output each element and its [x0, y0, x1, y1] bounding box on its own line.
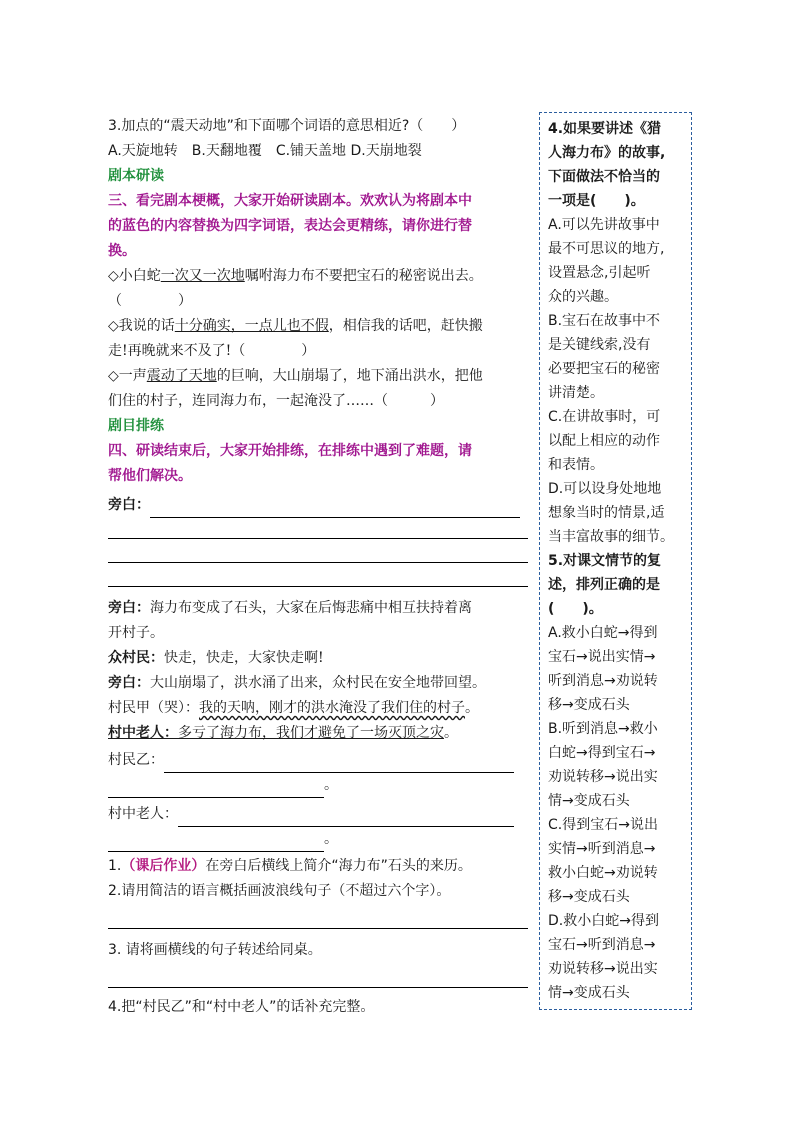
- left-column: [108, 114, 528, 1020]
- sentence-1-target: 一次又一次地: [160, 268, 245, 284]
- homework-3: 3. 请将画横线的句子转述给同桌。: [108, 942, 322, 958]
- right-line-23: 听到消息→劝说转: [548, 673, 658, 689]
- right-line-35: 劝说转移→说出实: [548, 961, 658, 977]
- narrator-line-1: [108, 493, 528, 518]
- elder-2-line-2: [108, 827, 528, 852]
- villagers-line: [108, 646, 528, 671]
- narrator-3-text: 大山崩塌了，洪水涌了出来，众村民在安全地带回望。: [150, 675, 486, 691]
- right-line-22: 宝石→说出实情→: [548, 649, 656, 665]
- right-line-14: 和表情。: [548, 457, 604, 473]
- task-3-line-1: 三、看完剧本梗概，大家开始研读剧本。欢欢认为将剧本中: [108, 193, 472, 209]
- right-line-4: A.可以先讲故事中: [548, 217, 660, 233]
- villagers-label: 众村民：: [108, 650, 164, 666]
- villager-a-line: [108, 696, 528, 721]
- right-line-19: 述，排列正确的是: [548, 577, 660, 593]
- homework-3-answer-row: [108, 963, 528, 993]
- right-line-34: 宝石→听到消息→: [548, 937, 656, 953]
- right-line-26: 白蛇→得到宝石→: [548, 745, 656, 761]
- villager-b-blank-2[interactable]: [108, 783, 324, 798]
- homework-1-text: 在旁白后横线上简介“海力布”石头的来历。: [205, 858, 472, 874]
- sentence-2-target: 十分确实，一点儿也不假: [174, 318, 329, 334]
- right-line-36: 情→变成石头: [548, 985, 630, 1001]
- narrator-line-3: [108, 671, 528, 696]
- elder-end: 。: [444, 725, 458, 741]
- sentence-2-suffix: ，相信我的话吧，赶快搬: [328, 318, 483, 334]
- narrator-blank-3[interactable]: [108, 562, 528, 563]
- elder-2-label: 村中老人：: [108, 806, 178, 822]
- elder-line: [108, 721, 528, 746]
- sentence-1-prefix: ◇小白蛇: [108, 268, 161, 284]
- right-line-10: 必要把宝石的秘密: [548, 361, 660, 377]
- right-line-31: 救小白蛇→劝说转: [548, 865, 658, 881]
- narrator-blank-2[interactable]: [108, 538, 528, 539]
- sentence-1-answer[interactable]: （ ）: [108, 293, 192, 309]
- narrator-blank-4-row: [108, 566, 528, 590]
- homework-2: 2.请用简洁的语言概括画波浪线句子（不超过六个字）。: [108, 883, 451, 899]
- sentence-3-suffix: 的巨响，大山崩塌了，地下涌出洪水，把他: [216, 368, 483, 384]
- task-4-line-1: 四、研读结束后，大家开始排练，在排练中遇到了难题，请: [108, 443, 472, 459]
- villager-b-blank[interactable]: [164, 758, 514, 773]
- narrator-line-2: [108, 596, 528, 621]
- elder-label: 村中老人：: [108, 725, 178, 741]
- elder-2-end: 。: [324, 831, 338, 847]
- sentence-2-prefix: ◇我说的话: [108, 318, 175, 334]
- narrator-blank-2-row: [108, 518, 528, 542]
- homework-4: 4.把“村民乙”和“村中老人”的话补充完整。: [108, 999, 375, 1015]
- right-line-21: A.救小白蛇→得到: [548, 625, 658, 641]
- task-3-line-2: 的蓝色的内容替换为四字词语，表达会更精练，请你进行替: [108, 218, 472, 234]
- villager-b-line-2: [108, 773, 528, 798]
- elder-2-blank-2[interactable]: [108, 837, 324, 852]
- villager-a-text: 我的天呐，刚才的洪水淹没了我们住的村子: [199, 700, 465, 716]
- right-line-2: 下面做法不恰当的: [548, 169, 660, 185]
- right-line-0: 4.如果要讲述《猎: [548, 121, 662, 137]
- narrator-blank-4[interactable]: [108, 586, 528, 587]
- task-3-line-3: 换。: [108, 243, 136, 259]
- right-line-9: 是关键线索,没有: [548, 337, 651, 353]
- right-line-27: 劝说转移→说出实: [548, 769, 658, 785]
- right-line-8: B.宝石在故事中不: [548, 313, 661, 329]
- right-line-32: 移→变成石头: [548, 889, 630, 905]
- narrator-label: 旁白：: [108, 497, 150, 513]
- question-3-options: A.天旋地转 B.天翻地覆 C.铺天盖地 D.天崩地裂: [108, 143, 422, 159]
- right-line-5: 最不可思议的地方,: [548, 241, 665, 257]
- right-line-1: 人海力布》的故事,: [548, 145, 666, 161]
- sentence-2: [108, 314, 528, 339]
- elder-2-line: [108, 802, 528, 827]
- right-line-24: 移→变成石头: [548, 697, 630, 713]
- homework-1-number: 1.: [108, 858, 122, 874]
- right-line-25: B.听到消息→救小: [548, 721, 658, 737]
- homework-3-answer-line[interactable]: [108, 987, 528, 988]
- right-line-28: 情→变成石头: [548, 793, 630, 809]
- villager-b-line: [108, 748, 528, 773]
- homework-2-answer-line[interactable]: [108, 928, 528, 929]
- section-title-script-reading: 剧本研读: [108, 168, 164, 184]
- right-line-15: D.可以设身处地地: [548, 481, 662, 497]
- right-line-6: 设置悬念,引起听: [548, 265, 651, 281]
- right-line-16: 想象当时的情景,适: [548, 505, 665, 521]
- sentence-1: [108, 264, 528, 289]
- sentence-3-target: 震动了天地: [146, 368, 217, 384]
- homework-1: [108, 854, 528, 879]
- question-3: 3.加点的“震天动地”和下面哪个词语的意思相近?（ ）: [108, 118, 466, 134]
- right-line-30: 实情→听到消息→: [548, 841, 656, 857]
- right-line-11: 讲清楚。: [548, 385, 604, 401]
- narrator-line-2b: 开村子。: [108, 625, 164, 641]
- right-line-12: C.在讲故事时，可: [548, 409, 661, 425]
- right-sidebar-box: [539, 112, 692, 1010]
- section-title-rehearsal: 剧目排练: [108, 418, 164, 434]
- right-line-18: 5.对课文情节的复: [548, 553, 662, 569]
- narrator-2-text: 海力布变成了石头，大家在后悔悲痛中相互扶持着离: [150, 600, 472, 616]
- narrator-blank-3-row: [108, 542, 528, 566]
- elder-text: 多亏了海力布，我们才避免了一场灭顶之灾: [178, 725, 444, 741]
- right-line-7: 众的兴趣。: [548, 289, 618, 305]
- narrator-blank-1[interactable]: [150, 503, 520, 518]
- right-line-33: D.救小白蛇→得到: [548, 913, 659, 929]
- right-line-3: 一项是( )。: [548, 193, 645, 209]
- narrator-2-label: 旁白：: [108, 600, 150, 616]
- sentence-3-prefix: ◇一声: [108, 368, 147, 384]
- villager-b-label: 村民乙：: [108, 752, 164, 768]
- villager-a-label: 村民甲（哭）：: [108, 700, 199, 716]
- right-line-17: 当丰富故事的细节。: [548, 529, 674, 545]
- sentence-2-line-2[interactable]: 走!再晚就来不及了!（ ）: [108, 343, 316, 359]
- sentence-3-line-2[interactable]: 们住的村子，连同海力布，一起淹没了……（ ）: [108, 393, 444, 409]
- villager-a-end: 。: [465, 700, 479, 716]
- elder-2-blank[interactable]: [178, 812, 514, 827]
- homework-2-answer-row: [108, 904, 528, 934]
- villagers-text: 快走，快走，大家快走啊!: [164, 650, 324, 666]
- right-line-29: C.得到宝石→说出: [548, 817, 658, 833]
- narrator-3-label: 旁白：: [108, 675, 150, 691]
- sentence-3: [108, 364, 528, 389]
- right-line-13: 以配上相应的动作: [548, 433, 660, 449]
- homework-tag: （课后作业）: [121, 858, 206, 874]
- task-4-line-2: 帮他们解决。: [108, 468, 192, 484]
- right-line-20: ( )。: [548, 601, 603, 617]
- sentence-1-suffix: 嘱咐海力布不要把宝石的秘密说出去。: [244, 268, 483, 284]
- villager-b-end: 。: [324, 777, 338, 793]
